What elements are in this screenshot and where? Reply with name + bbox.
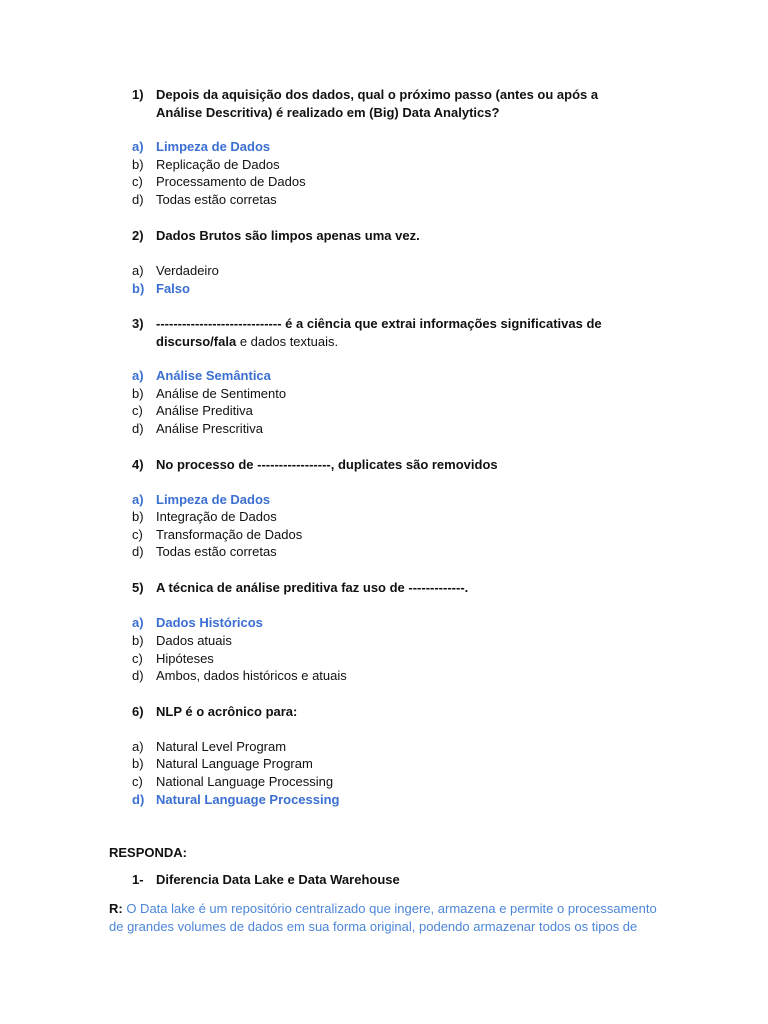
option-text: Natural Language Processing xyxy=(156,792,340,807)
option-text: Limpeza de Dados xyxy=(156,139,271,154)
option-letter: b) xyxy=(132,633,144,648)
question-text: NLP é o acrônico para: xyxy=(156,704,298,719)
question-2 xyxy=(132,227,632,245)
option-text: Verdadeiro xyxy=(156,263,219,278)
option-letter: b) xyxy=(132,509,144,524)
option-6b xyxy=(132,755,313,773)
option-4b xyxy=(132,508,277,526)
option-1d xyxy=(132,191,277,209)
option-5a xyxy=(132,614,263,632)
question-text xyxy=(156,315,632,350)
option-text: Ambos, dados históricos e atuais xyxy=(156,668,347,683)
question-3 xyxy=(132,315,632,350)
option-text: Hipóteses xyxy=(156,651,214,666)
option-text: Análise Semântica xyxy=(156,368,271,383)
question-text: No processo de -----------------, duplicates são removidos xyxy=(156,457,498,472)
option-letter: d) xyxy=(132,192,144,207)
option-letter: a) xyxy=(132,368,144,383)
option-3c xyxy=(132,402,253,420)
question-number: 3) xyxy=(132,316,144,331)
option-letter: a) xyxy=(132,139,144,154)
responda-heading: RESPONDA: xyxy=(109,845,188,860)
option-letter: c) xyxy=(132,174,143,189)
option-letter: d) xyxy=(132,668,144,683)
option-text: Falso xyxy=(156,281,190,296)
option-text: Integração de Dados xyxy=(156,509,277,524)
option-1a xyxy=(132,138,270,156)
option-6c xyxy=(132,773,333,791)
answer-label: R: xyxy=(109,901,123,916)
option-text: Transformação de Dados xyxy=(156,527,303,542)
question-number: 2) xyxy=(132,228,144,243)
question-number: 1) xyxy=(132,87,144,102)
option-text: Replicação de Dados xyxy=(156,157,280,172)
option-5d xyxy=(132,667,347,685)
option-letter: a) xyxy=(132,492,144,507)
option-text: Limpeza de Dados xyxy=(156,492,271,507)
question-5 xyxy=(132,579,632,597)
option-text: Todas estão corretas xyxy=(156,192,277,207)
question-1 xyxy=(132,86,632,121)
option-letter: b) xyxy=(132,281,145,296)
responda-question-number: 1- xyxy=(132,872,144,887)
option-3a xyxy=(132,367,271,385)
option-text: Natural Level Program xyxy=(156,739,287,754)
option-3b xyxy=(132,385,286,403)
option-3d xyxy=(132,420,263,438)
question-6 xyxy=(132,703,632,721)
option-letter: b) xyxy=(132,386,144,401)
option-text: Natural Language Program xyxy=(156,756,313,771)
option-letter: a) xyxy=(132,263,144,278)
option-4c xyxy=(132,526,302,544)
option-text: Processamento de Dados xyxy=(156,174,306,189)
option-6d xyxy=(132,791,340,809)
answer-paragraph xyxy=(109,900,669,935)
option-letter: a) xyxy=(132,615,144,630)
option-2b xyxy=(132,280,190,298)
option-letter: b) xyxy=(132,756,144,771)
option-text: Todas estão corretas xyxy=(156,544,277,559)
option-1b xyxy=(132,156,280,174)
question-text: A técnica de análise preditiva faz uso de -------------. xyxy=(156,580,469,595)
option-5b xyxy=(132,632,232,650)
option-text: Análise de Sentimento xyxy=(156,386,287,401)
option-letter: a) xyxy=(132,739,144,754)
question-4 xyxy=(132,456,632,474)
option-text: Análise Preditiva xyxy=(156,403,253,418)
responda-question-1 xyxy=(132,872,400,887)
question-text-bold: ----------------------------- é a ciência que extrai informações significativas de discurso/fala xyxy=(156,316,602,349)
question-text: Depois da aquisição dos dados, qual o próximo passo (antes ou após a Análise Descritiva) é realizado em (Big) Data Analytics? xyxy=(156,87,599,120)
question-text: Dados Brutos são limpos apenas uma vez. xyxy=(156,228,420,243)
option-text: National Language Processing xyxy=(156,774,334,789)
question-text-normal: e dados textuais. xyxy=(236,333,339,349)
question-number: 6) xyxy=(132,704,144,719)
option-letter: c) xyxy=(132,527,143,542)
option-letter: c) xyxy=(132,774,143,789)
option-5c xyxy=(132,650,214,668)
option-letter: c) xyxy=(132,403,143,418)
answer-text: O Data lake é um repositório centralizado que ingere, armazena e permite o processamento de grandes volumes de dados em sua forma original, podendo armazenar todos os tipos de xyxy=(109,901,657,934)
option-letter: d) xyxy=(132,544,144,559)
option-6a xyxy=(132,738,286,756)
option-text: Dados Históricos xyxy=(156,615,263,630)
option-text: Análise Prescritiva xyxy=(156,421,263,436)
option-4d xyxy=(132,543,277,561)
responda-question-text: Diferencia Data Lake e Data Warehouse xyxy=(156,872,400,887)
question-number: 5) xyxy=(132,580,144,595)
option-letter: b) xyxy=(132,157,144,172)
option-letter: d) xyxy=(132,792,145,807)
option-letter: d) xyxy=(132,421,144,436)
option-1c xyxy=(132,173,306,191)
option-2a xyxy=(132,262,219,280)
option-letter: c) xyxy=(132,651,143,666)
option-text: Dados atuais xyxy=(156,633,232,648)
question-number: 4) xyxy=(132,457,144,472)
option-4a xyxy=(132,491,270,509)
